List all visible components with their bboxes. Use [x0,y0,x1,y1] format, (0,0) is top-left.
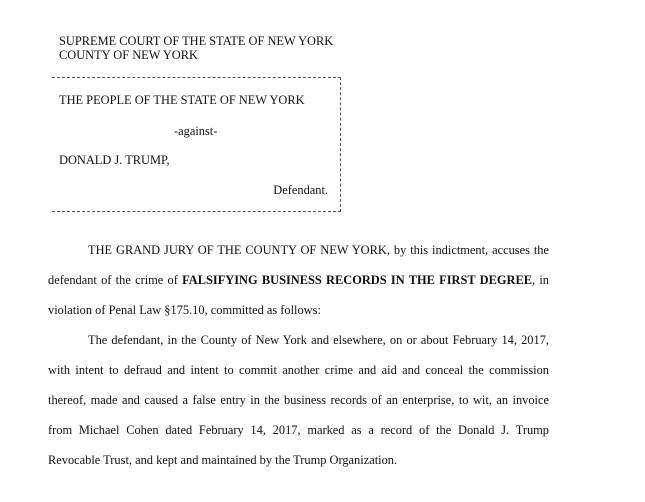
against-label: -against- [174,124,218,138]
plaintiff-name: THE PEOPLE OF THE STATE OF NEW YORK [59,93,305,107]
paragraph-1-rest: , in violation of Penal Law §175.10, committed as follows: [48,273,549,317]
county-name: COUNTY OF NEW YORK [59,48,198,62]
court-header [59,34,333,62]
crime-charged: FALSIFYING BUSINESS RECORDS IN THE FIRST DEGREE [182,273,532,287]
defendant-name: DONALD J. TRUMP, [59,153,170,167]
defendant-role: Defendant. [273,183,328,197]
indictment-paragraph-2: The defendant, in the County of New York and elsewhere, on or about February 14, 2017, with intent to defraud and intent to commit another crime and aid and conceal the commission thereof, made and caused a false entry in the business records of an enterprise, to wit, an invoice from Michael Cohen dated February 14, 2017, marked as a record of the Donald J. Trump Revocable Trust, and kept and maintained by the Trump Organization. [48,333,549,467]
court-name: SUPREME COURT OF THE STATE OF NEW YORK [59,34,334,48]
case-caption-box [52,77,341,212]
indictment-paragraph-1 [48,235,549,325]
paragraph-1-intro: THE GRAND JURY OF THE COUNTY OF NEW YORK, by this indictment, accuses the defendant of the crime of [48,243,549,287]
